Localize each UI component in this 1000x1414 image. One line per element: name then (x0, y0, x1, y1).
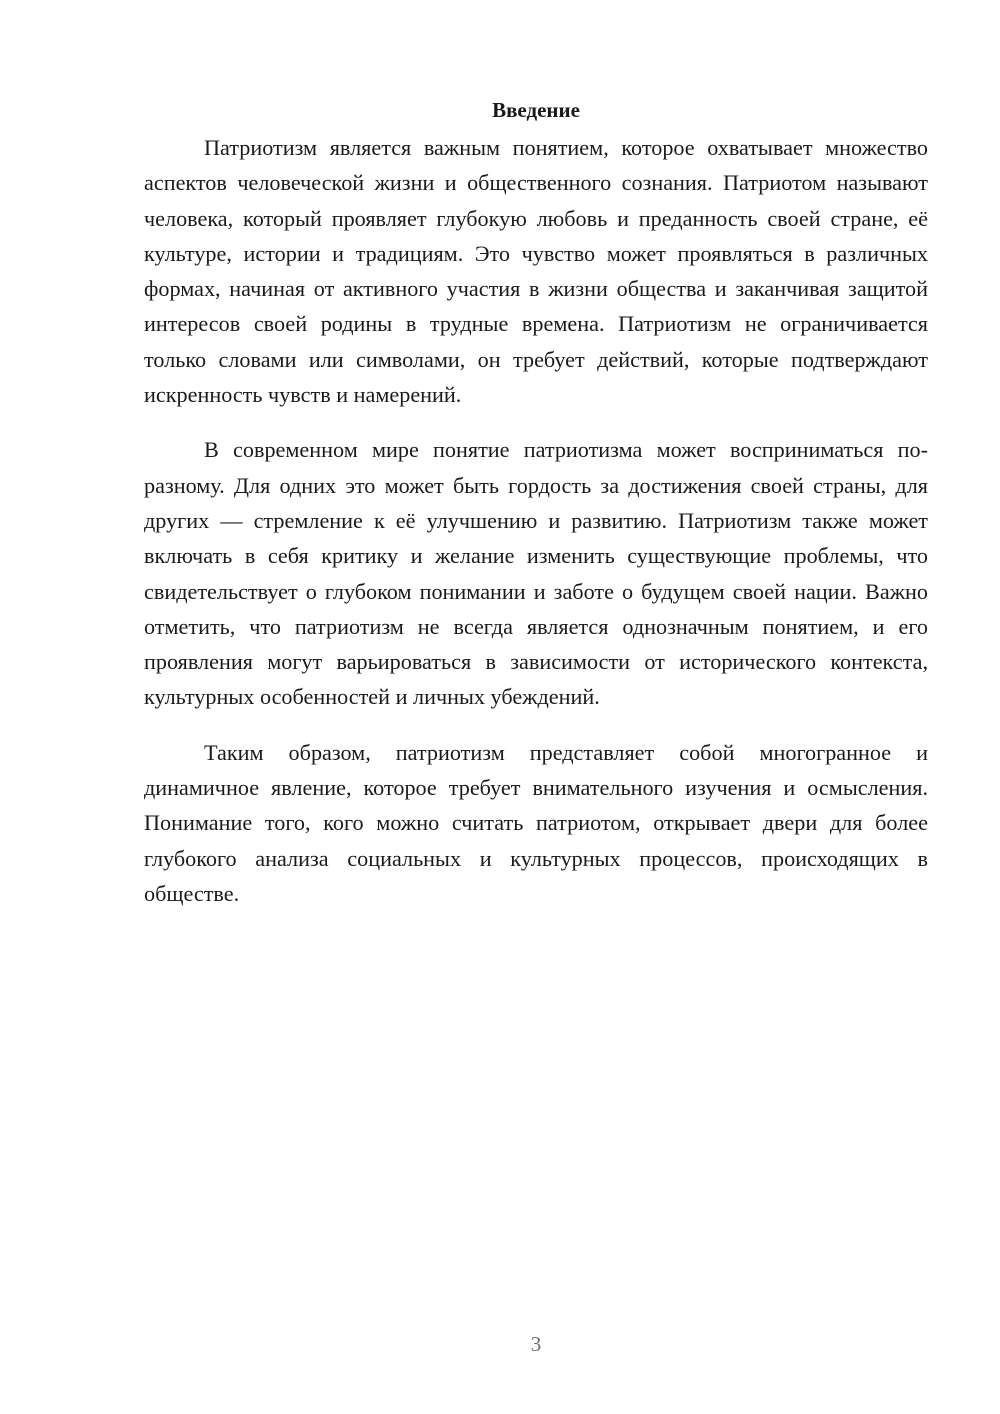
paragraph-2: В современном мире понятие патриотизма может восприниматься по-разному. Для одних это может быть гордость за достижения своей страны, для других — стремление к её улучшению и развитию. Патриотизм также может включать в себя критику и желание изменить существующие проблемы, что свидетельствует о глубоком понимании и заботе о будущем своей нации. Важно отметить, что патриотизм не всегда является однозначным понятием, и его проявления могут варьироваться в зависимости от исторического контекста, культурных особенностей и личных убеждений. (144, 437, 928, 710)
paragraph-1: Патриотизм является важным понятием, которое охватывает множество аспектов человеческой жизни и общественного сознания. Патриотом называют человека, который проявляет глубокую любовь и преданность своей стране, её культуре, истории и традициям. Это чувство может проявляться в различных формах, начиная от активного участия в жизни общества и заканчивая защитой интересов своей родины в трудные времена. Патриотизм не ограничивается только словами или символами, он требует действий, которые подтверждают искренность чувств и намерений. (144, 135, 928, 408)
page-number: 3 (530, 1332, 542, 1356)
section-heading: Введение (492, 98, 580, 122)
paragraph-3: Таким образом, патриотизм представляет собой многогранное и динамичное явление, которое требует внимательного изучения и осмысления. Понимание того, кого можно считать патриотом, открывает двери для более глубокого анализа социальных и культурных процессов, происходящих в обществе. (144, 739, 928, 906)
page-body (144, 92, 928, 931)
